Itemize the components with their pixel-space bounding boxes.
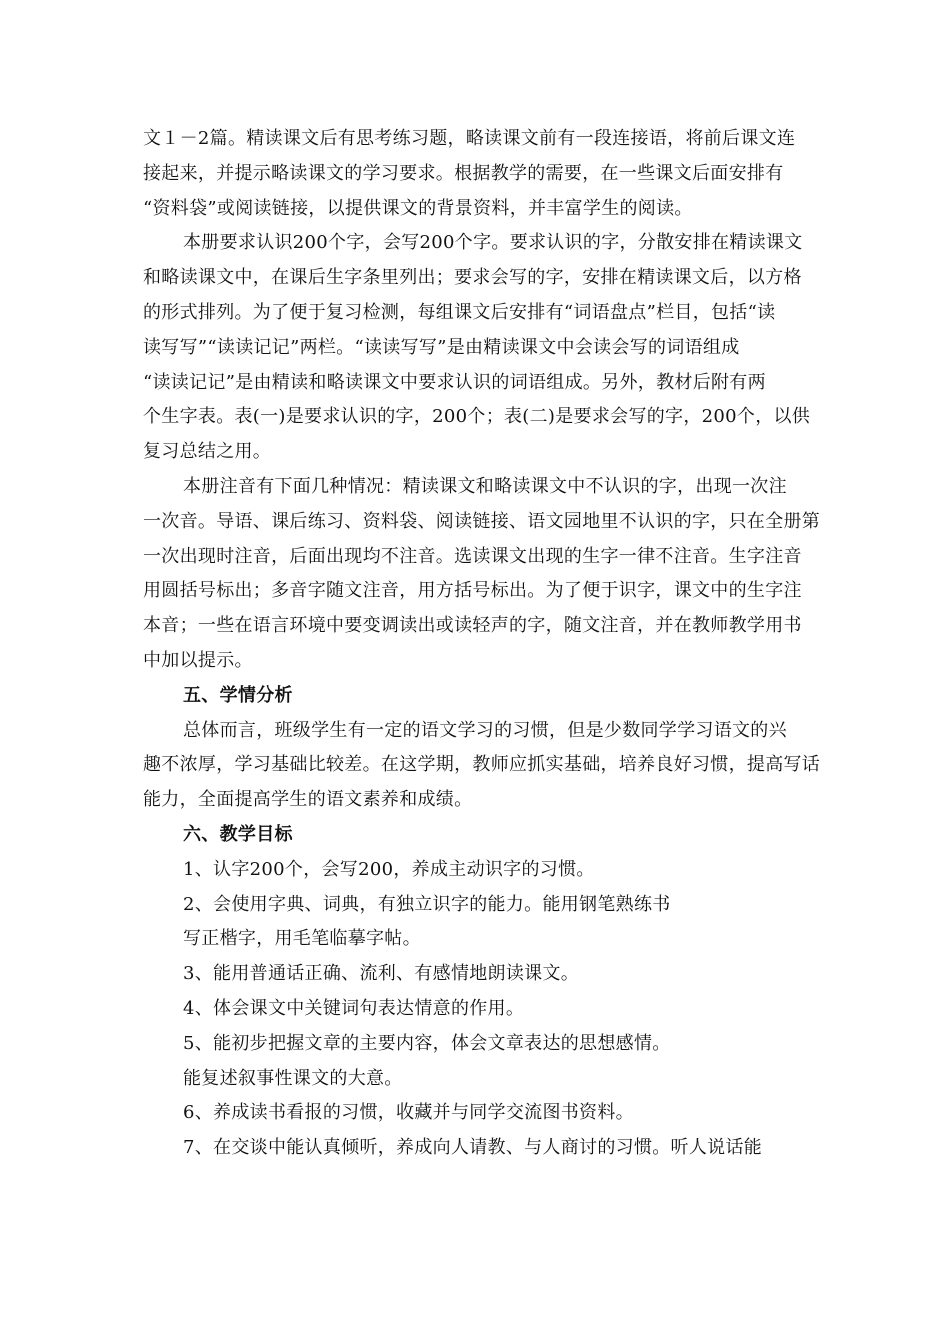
paragraph-line: 复习总结之用。 bbox=[143, 441, 272, 463]
paragraph-line: 一次音。导语、课后练习、资料袋、阅读链接、语文园地里不认识的字，只在全册第 bbox=[143, 510, 821, 532]
paragraph-line: 一次出现时注音，后面出现均不注音。选读课文出现的生字一律不注音。生字注音 bbox=[143, 545, 802, 567]
paragraph-line: 用圆括号标出；多音字随文注音，用方括号标出。为了便于识字，课文中的生字注 bbox=[143, 580, 802, 602]
section-heading-teaching-goals: 六、教学目标 bbox=[183, 823, 293, 845]
paragraph-line: 文１－2篇。精读课文后有思考练习题，略读课文前有一段连接语，将前后课文连 bbox=[143, 128, 796, 149]
paragraph-line: 读写写”“读读记记”两栏。“读读写写”是由精读课文中会读会写的词语组成 bbox=[143, 336, 740, 358]
paragraph-line: 中加以提示。 bbox=[143, 649, 253, 671]
paragraph-line: 本音；一些在语言环境中要变调读出或读轻声的字，随文注音，并在教师教学用书 bbox=[143, 615, 802, 637]
paragraph-line: 总体而言，班级学生有一定的语文学习的习惯，但是少数同学学习语文的兴 bbox=[183, 719, 787, 741]
paragraph-line: “资料袋”或阅读链接，以提供课文的背景资料，并丰富学生的阅读。 bbox=[143, 197, 693, 219]
list-item: 1、认字200个，会写200，养成主动识字的习惯。 bbox=[183, 858, 595, 880]
paragraph-line: 本册要求认识200个字，会写200个字。要求认识的字，分散安排在精读课文 bbox=[183, 232, 803, 254]
paragraph-line: 能力，全面提高学生的语文素养和成绩。 bbox=[143, 789, 473, 811]
paragraph-line: 个生字表。表(一)是要求认识的字，200个；表(二)是要求会写的字，200个，以供 bbox=[143, 406, 811, 428]
paragraph-line: 的形式排列。为了便于复习检测，每组课文后安排有“词语盘点”栏目，包括“读 bbox=[143, 301, 776, 323]
list-item: 3、能用普通话正确、流利、有感情地朗读课文。 bbox=[183, 963, 580, 985]
list-item: 写正楷字，用毛笔临摹字帖。 bbox=[183, 928, 421, 950]
document-body bbox=[143, 122, 823, 1166]
paragraph-line: 接起来，并提示略读课文的学习要求。根据教学的需要，在一些课文后面安排有 bbox=[143, 162, 784, 184]
section-heading-student-analysis: 五、学情分析 bbox=[183, 684, 293, 706]
list-item: 6、养成读书看报的习惯，收藏并与同学交流图书资料。 bbox=[183, 1102, 634, 1124]
paragraph-line: 和略读课文中，在课后生字条里列出；要求会写的字，安排在精读课文后，以方格 bbox=[143, 267, 802, 289]
list-item: 5、能初步把握文章的主要内容，体会文章表达的思想感情。 bbox=[183, 1032, 671, 1054]
list-item: 4、体会课文中关键词句表达情意的作用。 bbox=[183, 997, 525, 1019]
paragraph-line: 本册注音有下面几种情况：精读课文和略读课文中不认识的字，出现一次注 bbox=[183, 475, 787, 497]
list-item: 2、会使用字典、词典，有独立识字的能力。能用钢笔熟练书 bbox=[183, 893, 671, 915]
paragraph-line: 趣不浓厚，学习基础比较差。在这学期，教师应抓实基础，培养良好习惯，提高写话 bbox=[143, 754, 821, 776]
list-item: 7、在交谈中能认真倾听，养成向人请教、与人商讨的习惯。听人说话能 bbox=[183, 1137, 763, 1159]
paragraph-line: “读读记记”是由精读和略读课文中要求认识的词语组成。另外，教材后附有两 bbox=[143, 371, 766, 393]
list-item: 能复述叙事性课文的大意。 bbox=[183, 1067, 403, 1089]
